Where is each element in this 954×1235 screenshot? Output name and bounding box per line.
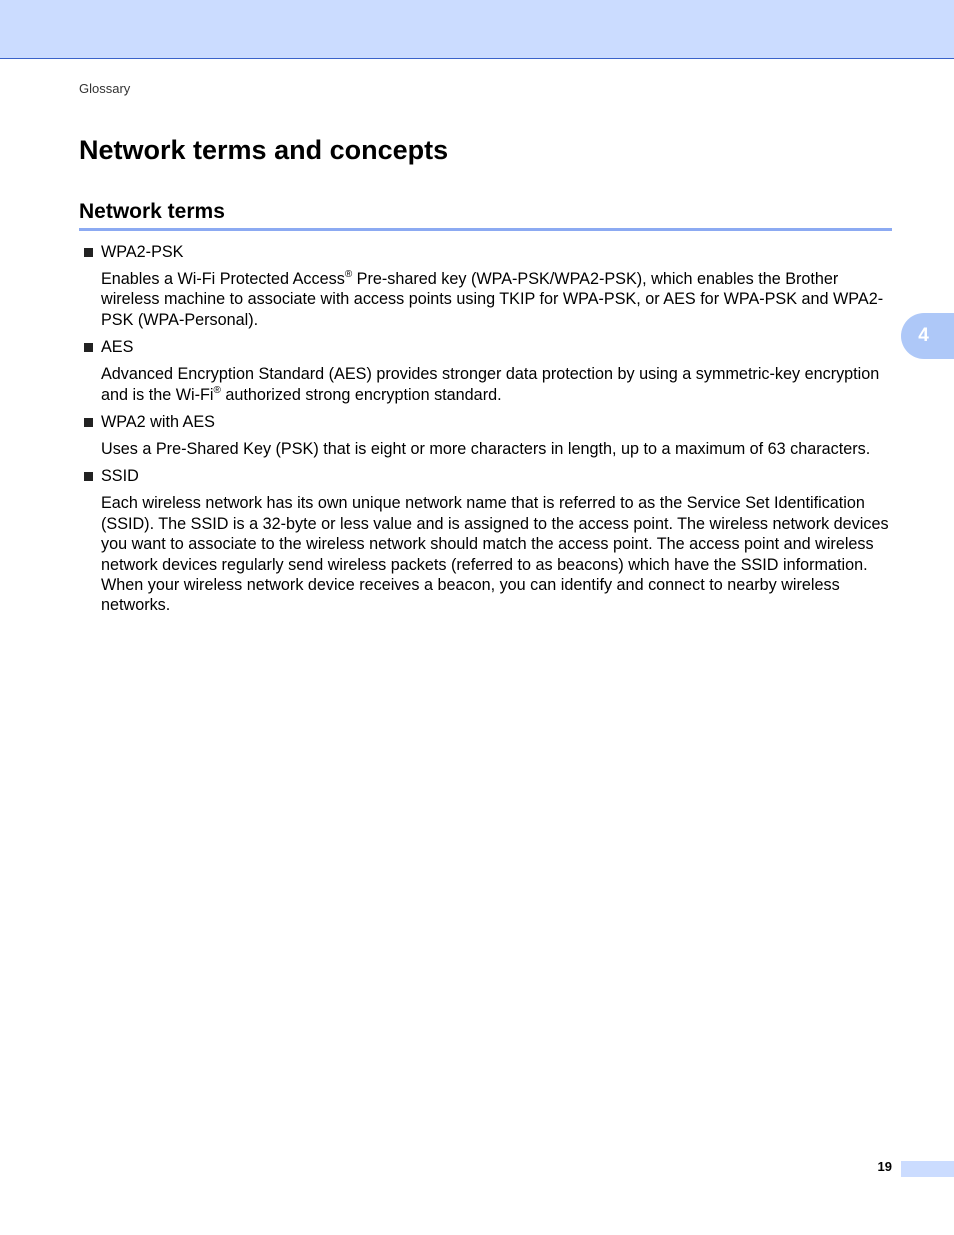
- term-label: WPA2-PSK: [101, 242, 184, 261]
- term-description-text: authorized strong encryption standard.: [220, 385, 502, 404]
- term-label: SSID: [101, 467, 139, 486]
- page-number: 19: [877, 1159, 892, 1174]
- term-description: [101, 269, 892, 330]
- term-heading: [84, 336, 892, 358]
- term-description: [101, 364, 892, 405]
- header-band: [0, 0, 954, 59]
- term-description-text: Pre-shared key (WPA-PSK/WPA2-PSK), which enables the Brother wireless machine to associate with access points using TKIP for WPA-PSK, or AES for WPA-PSK and WPA2-PSK (WPA-Personal).: [101, 270, 884, 329]
- list-item-ssid: [84, 465, 892, 615]
- term-description-text: Advanced Encryption Standard (AES) provides stronger data protection by using a symmetric-key encryption and is the Wi-Fi: [101, 365, 880, 404]
- page-number-bar: [901, 1161, 954, 1177]
- terms-list: [84, 241, 892, 622]
- section-heading: Network terms: [79, 200, 225, 223]
- term-heading: [84, 465, 892, 487]
- term-heading: [84, 411, 892, 433]
- list-item-wpa2-with-aes: [84, 411, 892, 459]
- square-bullet-icon: [84, 248, 93, 257]
- term-label: AES: [101, 338, 134, 357]
- registered-mark: ®: [344, 269, 353, 280]
- registered-mark: ®: [213, 384, 221, 396]
- square-bullet-icon: [84, 343, 93, 352]
- term-description-text: Enables a Wi-Fi Protected Access: [101, 270, 345, 288]
- chapter-tab: 4: [901, 313, 954, 359]
- list-item-aes: [84, 336, 892, 405]
- term-heading: [84, 241, 892, 263]
- section-divider: [79, 228, 892, 231]
- term-description: Uses a Pre-Shared Key (PSK) that is eight or more characters in length, up to a maximum of 63 characters.: [101, 440, 871, 459]
- list-item-wpa2-psk: [84, 241, 892, 330]
- square-bullet-icon: [84, 418, 93, 427]
- breadcrumb: Glossary: [79, 81, 131, 96]
- term-label: WPA2 with AES: [101, 412, 215, 431]
- page-title: Network terms and concepts: [79, 135, 449, 165]
- term-description: Each wireless network has its own unique network name that is referred to as the Service Set Identification (SSID). The SSID is a 32-byte or less value and is assigned to the access point. The wireless network devices you want to associate to the wireless network should match the access point. The access point and wireless network devices regularly send wireless packets (referred to as beacons) which have the SSID information. When your wireless network device receives a beacon, you can identify and connect to nearby wireless networks.: [101, 494, 889, 615]
- square-bullet-icon: [84, 472, 93, 481]
